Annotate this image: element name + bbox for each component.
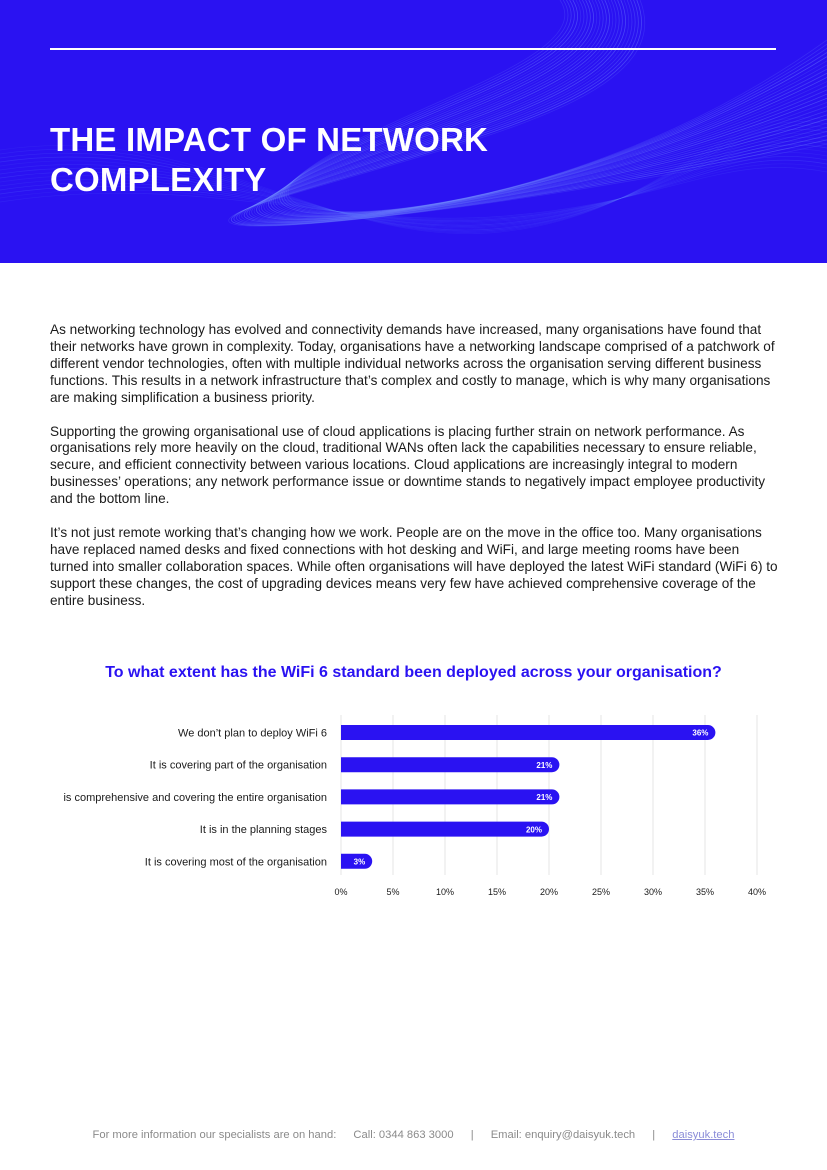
page-title-line-2: COMPLEXITY [50,161,267,198]
x-tick-label: 20% [539,887,559,897]
x-tick-label: 25% [591,887,611,897]
category-label: is comprehensive and covering the entire organisation [63,791,327,804]
data-label: 36% [692,728,709,738]
body-text [50,322,778,627]
bar [341,725,715,740]
paragraph-3: It’s not just remote working that’s changing how we work. People are on the move in the office too. Many organisations have replaced named desks and fixed connections with hot desking and WiFi, and large meeting rooms have been turned into smaller collaboration spaces. While often organisations will have deployed the latest WiFi standard (WiFi 6) to support these changes, the cost of upgrading devices means very few have achieved comprehensive coverage of the entire business. [50,525,778,608]
footer-prompt: For more information our specialists are on hand: [92,1129,337,1141]
footer-separator: | [652,1129,656,1141]
data-label: 3% [353,857,366,867]
bar [341,757,559,772]
data-label: 21% [536,793,553,803]
data-label: 21% [536,760,553,770]
category-label: We don’t plan to deploy WiFi 6 [178,727,327,740]
x-tick-label: 10% [435,887,455,897]
header-rule [50,48,776,50]
category-label: It is in the planning stages [199,824,327,837]
page-title-line-1: THE IMPACT OF NETWORK [50,121,489,158]
x-tick-label: 35% [695,887,715,897]
x-tick-label: 0% [334,887,348,897]
chart-title: To what extent has the WiFi 6 standard been deployed across your organisation? [105,664,722,681]
footer [0,1129,827,1141]
footer-call[interactable]: Call: 0344 863 3000 [353,1129,454,1141]
bar-chart [0,705,827,905]
bar [341,822,549,837]
x-tick-label: 30% [643,887,663,897]
paragraph-1: As networking technology has evolved and connectivity demands have increased, many organisations have found that their networks have grown in complexity. Today, organisations have a networking landscape comprised of a patchwork of different vendor technologies, often with multiple individual networks across the organisation serving different business functions. This results in a network infrastructure that’s complex and costly to manage, which is why many organisations are making simplification a business priority. [50,322,775,405]
paragraph-2: Supporting the growing organisational use of cloud applications is placing further strain on network performance. As organisations rely more heavily on the cloud, traditional WANs often lack the capabilities necessary to ensure reliable, secure, and efficient connectivity between various locations. Cloud applications are increasingly integral to modern businesses’ operations; any network performance issue or downtime stands to negatively impact employee productivity and the bottom line. [50,423,766,507]
category-label: It is covering most of the organisation [144,856,327,869]
footer-email[interactable]: Email: enquiry@daisyuk.tech [490,1129,636,1141]
footer-separator: | [470,1129,474,1141]
x-tick-label: 15% [487,887,507,897]
hero-banner [0,0,827,263]
x-tick-label: 5% [386,887,400,897]
page-title [50,120,650,200]
data-label: 20% [525,825,542,835]
footer-website-link[interactable]: daisyuk.tech [672,1129,735,1141]
bar [341,789,559,804]
category-label: It is covering part of the organisation [149,759,327,772]
x-tick-label: 40% [747,887,767,897]
